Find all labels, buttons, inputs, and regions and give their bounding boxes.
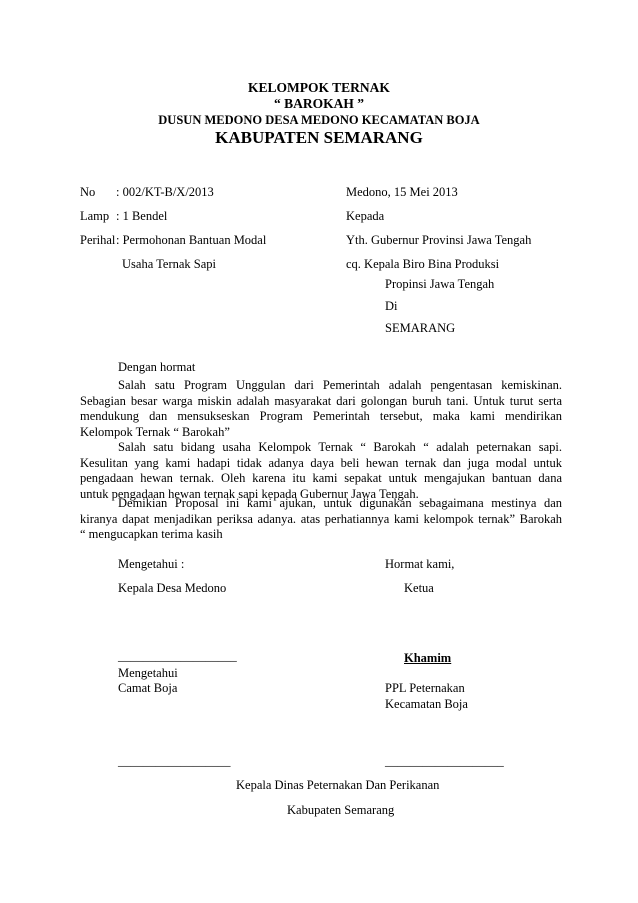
recipient-line-1: Yth. Gubernur Provinsi Jawa Tengah — [346, 233, 532, 247]
paragraph-1-line: Kelompok Ternak “ Barokah” — [80, 424, 230, 439]
recipient-line-5: SEMARANG — [385, 321, 456, 335]
signature-line-camat: __________________ — [118, 754, 231, 768]
paragraph-2-line: untuk pengadaan hewan ternak sapi kepada Gubernur Jawa Tengah. — [80, 486, 419, 501]
header-group-name: KELOMPOK TERNAK — [248, 80, 390, 95]
paragraph-2-line: pengadaan hewan ternak. Oleh karena itu kami sepakat untuk mengajukan bantuan dana — [80, 471, 562, 485]
perihal-label: Perihal — [80, 233, 116, 247]
mengetahui-label: Mengetahui : — [118, 557, 185, 571]
hormat-kami: Hormat kami, — [385, 557, 455, 571]
place-date: Medono, 15 Mei 2013 — [346, 185, 458, 199]
ketua-title: Ketua — [404, 581, 434, 595]
lamp-label: Lamp — [80, 209, 110, 223]
header-address: DUSUN MEDONO DESA MEDONO KECAMATAN BOJA — [158, 113, 480, 127]
paragraph-1-line: Salah satu Program Unggulan dari Pemerintah adalah pengentasan kemiskinan. — [118, 378, 562, 392]
camat-title: Camat Boja — [118, 681, 178, 695]
mengetahui-2: Mengetahui — [118, 666, 178, 680]
paragraph-2-line: Salah satu bidang usaha Kelompok Ternak “ Barokah “ adalah peternakan sapi. — [118, 440, 562, 454]
dinas-title-2: Kabupaten Semarang — [287, 803, 395, 817]
recipient-line-3: Propinsi Jawa Tengah — [385, 277, 495, 291]
ppl-title-1: PPL Peternakan — [385, 681, 465, 695]
no-value: : 002/KT-B/X/2013 — [116, 185, 214, 199]
signature-line-kepala-desa: ___________________ — [118, 649, 237, 663]
signature-line-ppl: ___________________ — [385, 754, 504, 768]
ketua-name: Khamim — [404, 651, 452, 665]
paragraph-3-line: kiranya dapat menjadikan periksa adanya. atas perhatiannya kami kelompok ternak” Barokah — [80, 511, 562, 526]
paragraph-1 — [80, 378, 562, 440]
kepala-desa-title: Kepala Desa Medono — [118, 581, 227, 595]
paragraph-2 — [80, 440, 562, 502]
recipient-line-4: Di — [385, 299, 398, 313]
paragraph-1-line: mendukung dan mensukseskan Program Pemerintah tersebut, maka kami mendirikan — [80, 409, 562, 423]
dinas-title-1: Kepala Dinas Peternakan Dan Perikanan — [236, 778, 440, 792]
paragraph-3 — [80, 496, 562, 543]
perihal-value: : Permohonan Bantuan Modal — [116, 233, 267, 247]
no-label: No — [80, 185, 96, 199]
recipient-line-2: cq. Kepala Biro Bina Produksi — [346, 257, 500, 271]
paragraph-3-line: Demikian Proposal ini kami ajukan, untuk digunakan sebagaimana mestinya dan — [118, 496, 562, 510]
header-regency: KABUPATEN SEMARANG — [215, 128, 423, 147]
ppl-title-2: Kecamatan Boja — [385, 697, 468, 711]
paragraph-1-line: Sebagian besar warga miskin adalah masyarakat dari golongan buruh tani. Untuk turut serta — [80, 393, 562, 408]
kepada-label: Kepada — [346, 209, 385, 223]
lamp-value: : 1 Bendel — [116, 209, 168, 223]
header-group-title: “ BAROKAH ” — [273, 96, 364, 111]
perihal-value-2: Usaha Ternak Sapi — [122, 257, 217, 271]
paragraph-2-line: Kesulitan yang kami hadapi tidak adanya daya beli hewan ternak dan juga modal untuk — [80, 455, 562, 470]
paragraph-3-line: “ mengucapkan terima kasih — [80, 527, 223, 541]
greeting: Dengan hormat — [118, 360, 196, 374]
